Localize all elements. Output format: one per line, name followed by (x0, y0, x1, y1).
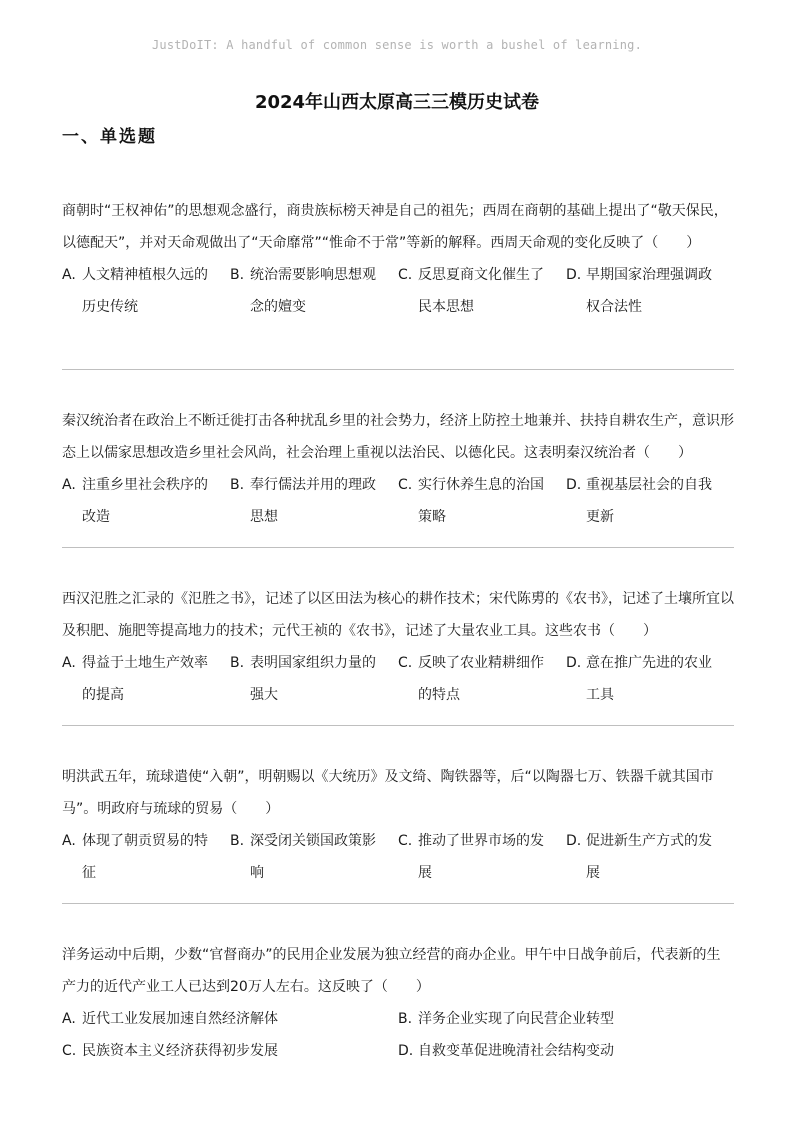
option-text: 重视基层社会的自我更新 (586, 477, 712, 525)
question-2 (62, 405, 734, 533)
option-c[interactable] (398, 647, 566, 711)
option-c[interactable] (62, 1035, 398, 1067)
option-text: 自救变革促进晚清社会结构变动 (418, 1043, 614, 1059)
option-list (62, 825, 734, 889)
option-text: 意在推广先进的农业工具 (586, 655, 712, 703)
option-text: 促进新生产方式的发展 (586, 833, 712, 881)
option-text: 深受闭关锁国政策影响 (250, 833, 376, 881)
option-c[interactable] (398, 825, 566, 889)
question-stem: 秦汉统治者在政治上不断迁徙打击各种扰乱乡里的社会势力，经济上防控土地兼并、扶持自耕农生产，意识形态上以儒家思想改造乡里社会风尚，社会治理上重视以法治民、以德化民。这表明秦汉统治者（ ） (62, 413, 734, 461)
question-stem: 洋务运动中后期，少数“官督商办”的民用企业发展为独立经营的商办企业。甲午中日战争前后，代表新的生产力的近代产业工人已达到20万人左右。这反映了（ ） (62, 947, 721, 995)
option-list (62, 647, 734, 711)
option-letter: C. (62, 1043, 77, 1059)
option-letter: D. (566, 655, 582, 671)
question-stem: 西汉氾胜之汇录的《氾胜之书》，记述了以区田法为核心的耕作技术；宋代陈旉的《农书》，记述了土壤所宜以及积肥、施肥等提高地力的技术；元代王祯的《农书》，记述了大量农业工具。这些农书（ ） (62, 591, 734, 639)
option-letter: B. (398, 1011, 413, 1027)
option-letter: C. (398, 833, 413, 849)
option-d[interactable] (566, 647, 734, 711)
option-text: 体现了朝贡贸易的特征 (82, 833, 208, 881)
option-letter: A. (62, 267, 76, 283)
option-letter: A. (62, 1011, 76, 1027)
option-text: 洋务企业实现了向民营企业转型 (418, 1011, 614, 1027)
option-a[interactable] (62, 259, 230, 323)
option-c[interactable] (398, 259, 566, 323)
option-letter: B. (230, 655, 245, 671)
option-text: 表明国家组织力量的强大 (250, 655, 376, 703)
option-a[interactable] (62, 1003, 398, 1035)
option-text: 早期国家治理强调政权合法性 (586, 267, 712, 315)
question-divider (62, 547, 734, 548)
question-stem: 商朝时“王权神佑”的思想观念盛行，商贵族标榜天神是自己的祖先；西周在商朝的基础上提出了“敬天保民，以德配天”，并对天命观做出了“天命靡常”“惟命不于常”等新的解释。西周天命观的变化反映了（ ） (62, 203, 728, 251)
option-b[interactable] (230, 647, 398, 711)
option-text: 奉行儒法并用的理政思想 (250, 477, 376, 525)
question-3 (62, 583, 734, 711)
option-text: 人文精神植根久远的历史传统 (82, 267, 208, 315)
option-text: 近代工业发展加速自然经济解体 (82, 1011, 278, 1027)
option-text: 注重乡里社会秩序的改造 (82, 477, 208, 525)
option-b[interactable] (230, 259, 398, 323)
option-letter: D. (398, 1043, 414, 1059)
question-divider (62, 725, 734, 726)
option-a[interactable] (62, 647, 230, 711)
question-4 (62, 761, 734, 889)
option-text: 反映了农业精耕细作的特点 (418, 655, 544, 703)
option-letter: D. (566, 833, 582, 849)
option-letter: B. (230, 477, 245, 493)
option-letter: C. (398, 477, 413, 493)
option-list (62, 259, 734, 323)
option-letter: C. (398, 655, 413, 671)
option-d[interactable] (398, 1035, 734, 1067)
option-a[interactable] (62, 825, 230, 889)
option-list (62, 1003, 734, 1067)
option-list (62, 469, 734, 533)
option-d[interactable] (566, 825, 734, 889)
option-text: 推动了世界市场的发展 (418, 833, 544, 881)
option-text: 实行休养生息的治国策略 (418, 477, 544, 525)
question-divider (62, 903, 734, 904)
option-letter: B. (230, 833, 245, 849)
section-title: 一、单选题 (62, 127, 157, 147)
page-title: 2024年山西太原高三三模历史试卷 (254, 92, 540, 113)
option-letter: A. (62, 833, 76, 849)
option-letter: D. (566, 267, 582, 283)
option-letter: A. (62, 655, 76, 671)
question-5 (62, 939, 734, 1067)
option-text: 得益于土地生产效率的提高 (82, 655, 208, 703)
question-divider (62, 369, 734, 370)
option-text: 统治需要影响思想观念的嬗变 (250, 267, 376, 315)
option-text: 反思夏商文化催生了民本思想 (418, 267, 544, 315)
question-1 (62, 195, 734, 323)
option-letter: B. (230, 267, 245, 283)
option-letter: A. (62, 477, 76, 493)
option-a[interactable] (62, 469, 230, 533)
option-b[interactable] (230, 469, 398, 533)
option-c[interactable] (398, 469, 566, 533)
question-stem: 明洪武五年，琉球遣使“入朝”，明朝赐以《大统历》及文绮、陶铁器等，后“以陶器七万、铁器千就其国市马”。明政府与琉球的贸易（ ） (62, 769, 714, 817)
option-b[interactable] (398, 1003, 734, 1035)
option-d[interactable] (566, 469, 734, 533)
header-motto: JustDoIT: A handful of common sense is worth a bushel of learning. (151, 38, 643, 52)
option-d[interactable] (566, 259, 734, 323)
option-letter: D. (566, 477, 582, 493)
option-letter: C. (398, 267, 413, 283)
option-text: 民族资本主义经济获得初步发展 (82, 1043, 278, 1059)
option-b[interactable] (230, 825, 398, 889)
